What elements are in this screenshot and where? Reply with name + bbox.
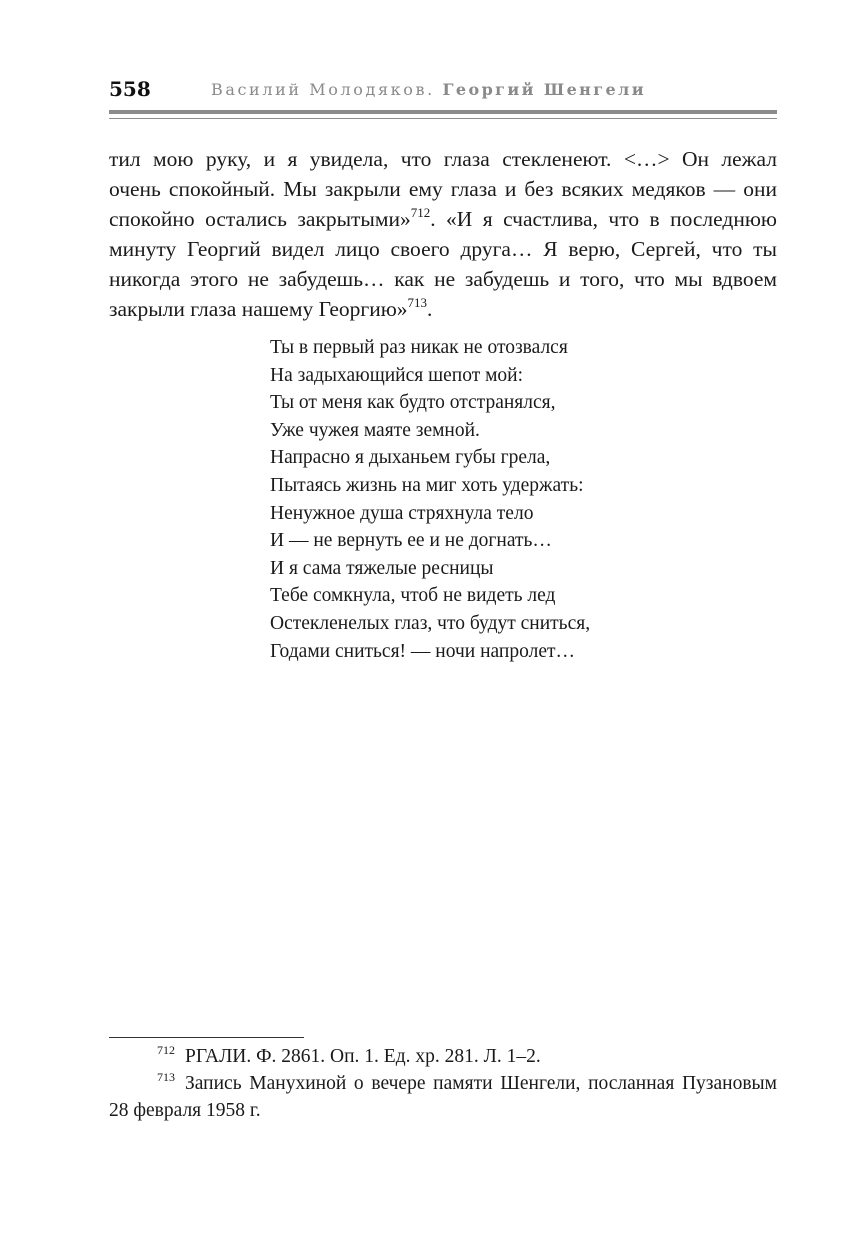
- footnote-separator: [109, 1037, 304, 1038]
- footnote-ref-713: 713: [407, 295, 428, 310]
- body-line: минуту Георгий видел лицо своего друга… Я верю, Сергей, что ты: [109, 237, 777, 261]
- poem-line: Остекленелых глаз, что будут сниться,: [270, 612, 591, 634]
- footnotes: [109, 1043, 777, 1124]
- poem-line: Годами сниться! — ночи напролет…: [270, 640, 576, 662]
- body-line: закрыли глаза нашему Георгию»$^{713}$.: [109, 295, 433, 321]
- footnote-mark: 713: [157, 1070, 175, 1084]
- footnote-ref-712: 712: [410, 205, 431, 220]
- poem-block: [270, 334, 590, 665]
- running-head-text: [211, 78, 646, 102]
- poem-line: Уже чужея маяте земной.: [270, 419, 480, 441]
- footnote-text: РГАЛИ. Ф. 2861. Оп. 1. Ед. хр. 281. Л. 1–2.: [185, 1046, 541, 1067]
- body-line: тил мою руку, и я увидела, что глаза стекленеют. <…> Он лежал: [109, 147, 777, 171]
- poem-line: И я сама тяжелые ресницы: [270, 557, 494, 579]
- page-number: 558: [109, 77, 151, 101]
- body-paragraph: [109, 144, 777, 324]
- footnote-712: [109, 1043, 777, 1070]
- running-header: [109, 76, 777, 102]
- header-rule-thick: [109, 110, 777, 114]
- footnote-mark: 712: [157, 1043, 175, 1057]
- poem-line: Напрасно я дыханьем губы грела,: [270, 447, 551, 469]
- poem-line: На задыхающийся шепот мой:: [270, 364, 524, 386]
- running-head-book-title: Георгий Шенгели: [442, 80, 646, 99]
- poem-line: Ты от меня как будто отстранялся,: [270, 392, 556, 414]
- poem-line: Ты в первый раз никак не отозвался: [270, 337, 568, 358]
- poem-line: И — не вернуть ее и не догнать…: [270, 530, 552, 552]
- body-line: очень спокойный. Мы закрыли ему глаза и без всяких медяков — они: [109, 177, 777, 201]
- running-head-author: Василий Молодяков.: [211, 80, 435, 99]
- body-line: спокойно остались закрытыми»$^{712}$. «И я счастлива, что в последнюю: [109, 205, 777, 231]
- poem-line: Ненужное душа стряхнула тело: [270, 502, 534, 524]
- poem-line: Пытаясь жизнь на миг хоть удержать:: [270, 474, 584, 496]
- body-line: никогда этого не забудешь… как не забудешь и того, что мы вдвоем: [109, 267, 777, 291]
- footnote-713: [109, 1070, 777, 1097]
- footnote-text: Запись Манухиной о вечере памяти Шенгели, посланная Пузановым: [185, 1073, 777, 1094]
- footnote-713-continuation: 28 февраля 1958 г.: [109, 1100, 261, 1121]
- header-rule-thin: [109, 118, 777, 119]
- poem-line: Тебе сомкнула, чтоб не видеть лед: [270, 585, 556, 607]
